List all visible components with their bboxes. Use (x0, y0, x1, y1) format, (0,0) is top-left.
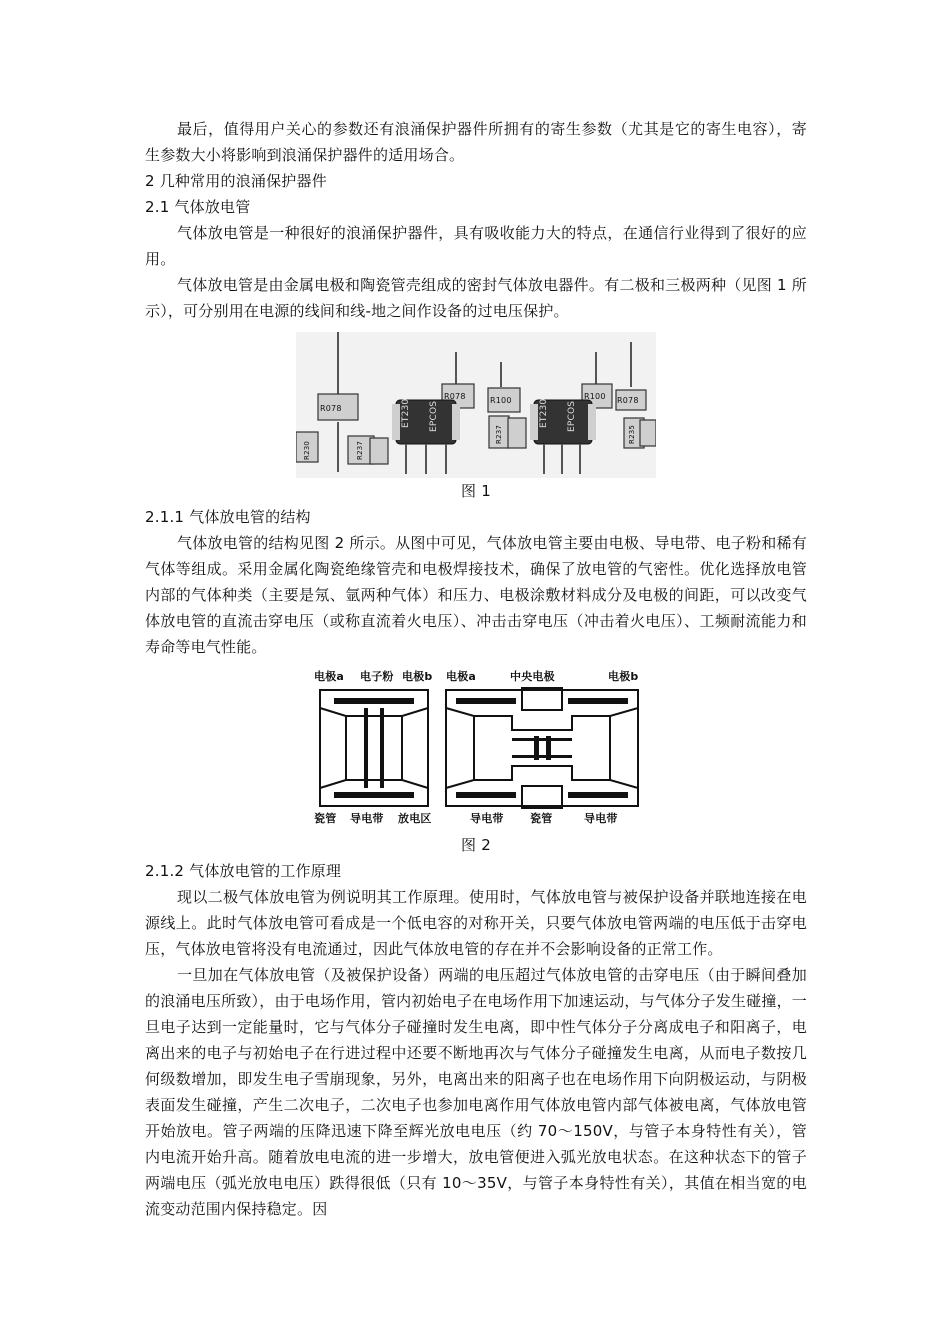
tube-label: R100 (584, 392, 606, 401)
paragraph-gas-tube-types: 气体放电管是由金属电极和陶瓷管壳组成的密封气体放电器件。有二极和三极两种（见图 1 所示），可分别用在电源的线间和线-地之间作设备的过电压保护。 (145, 276, 807, 320)
tube-label: R100 (490, 396, 512, 405)
label-discharge-zone: 放电区 (398, 812, 432, 825)
figure-2-diagram (306, 668, 646, 832)
label-conductive-strip: 导电带 (350, 812, 384, 825)
label-electrode-a: 电极a (446, 670, 477, 683)
label-electrode-b: 电极b (402, 670, 433, 683)
section-heading-2-1-1: 2.1.1 气体放电管的结构 (145, 508, 311, 526)
tube-label: ET230 (539, 398, 549, 428)
paragraph-working-principle: 现以二极气体放电管为例说明其工作原理。使用时，气体放电管与被保护设备并联地连接在电源线上。此时气体放电管可看成是一个低电容的对称开关，只要气体放电管两端的电压低于击穿电压，气体放电管将没有电流通过，因此气体放电管的存在并不会影响设备的正常工作。 (145, 888, 807, 958)
label-conductive-strip: 导电带 (470, 812, 504, 825)
label-ceramic-tube: 瓷管 (314, 812, 337, 825)
tube-label: R078 (617, 396, 639, 405)
tube-label: ET230 (401, 398, 411, 428)
label-ceramic-tube: 瓷管 (530, 812, 553, 825)
paragraph-discharge-process: 一旦加在气体放电管（及被保护设备）两端的电压超过气体放电管的击穿电压（由于瞬间叠加的浪涌电压所致），由于电场作用，管内初始电子在电场作用下加速运动，与气体分子发生碰撞，一旦电子达到一定能量时，它与气体分子碰撞时发生电离，即中性气体分子分离成电子和阳离子，电离出来的电子与初始电子在行进过程中还要不断地再次与气体分子碰撞发生电离，从而电子数按几何级数增加，即发生电子雪崩现象，另外，电离出来的阳离子也在电场作用下向阴极运动，与阴极表面发生碰撞，产生二次电子，二次电子也参加电离作用气体放电管内部气体被电离，气体放电管开始放电。管子两端的压降迅速下降至辉光放电电压（约 70～150V，与管子本身特性有关），管内电流开始升高。随着放电电流的进一步增大，放电管便进入弧光放电状态。在这种状态下的管子两端电压（弧光放电电压）跌得很低（只有 10～35V，与管子本身特性有关），其值在相当宽的电流变动范围内保持稳定。因 (145, 966, 807, 1218)
figure-1 (145, 332, 807, 478)
tube-label: R078 (444, 392, 466, 401)
tube-label: R235 (628, 424, 636, 444)
label-conductive-strip: 导电带 (584, 812, 618, 825)
tube-label: R237 (356, 440, 364, 460)
label-center-electrode: 中央电极 (510, 670, 555, 683)
document-body (145, 116, 807, 1222)
figure-1-caption: 图 1 (461, 482, 491, 500)
section-heading-2-1: 2.1 气体放电管 (145, 198, 251, 216)
paragraph-structure: 气体放电管的结构见图 2 所示。从图中可见，气体放电管主要由电极、导电带、电子粉和稀有气体等组成。采用金属化陶瓷绝缘管壳和电极焊接技术，确保了放电管的气密性。优化选择放电管内部的气体种类（主要是氖、氩两种气体）和压力、电极涂敷材料成分及电极的间距，可以改变气体放电管的直流击穿电压（或称直流着火电压）、冲击击穿电压（冲击着火电压）、工频耐流能力和寿命等电气性能。 (145, 534, 807, 656)
tube-label: EPCOS (429, 400, 439, 432)
tube-label: R078 (320, 404, 342, 413)
tube-label: R230 (303, 440, 311, 460)
tube-label: R237 (495, 424, 503, 444)
section-heading-2-1-2: 2.1.2 气体放电管的工作原理 (145, 862, 342, 880)
label-electrode-b: 电极b (608, 670, 639, 683)
figure-1-photo (296, 332, 656, 478)
section-heading-2: 2 几种常用的浪涌保护器件 (145, 172, 327, 190)
label-electrode-a: 电极a (314, 670, 345, 683)
paragraph-gas-tube-intro: 气体放电管是一种很好的浪涌保护器件，具有吸收能力大的特点，在通信行业得到了很好的应用。 (145, 224, 807, 268)
label-electron-powder: 电子粉 (360, 670, 394, 683)
paragraph-parasitic: 最后，值得用户关心的参数还有浪涌保护器件所拥有的寄生参数（尤其是它的寄生电容），寄生参数大小将影响到浪涌保护器件的适用场合。 (145, 120, 807, 164)
figure-2 (145, 668, 807, 832)
tube-label: EPCOS (567, 400, 577, 432)
figure-2-caption: 图 2 (461, 836, 491, 854)
